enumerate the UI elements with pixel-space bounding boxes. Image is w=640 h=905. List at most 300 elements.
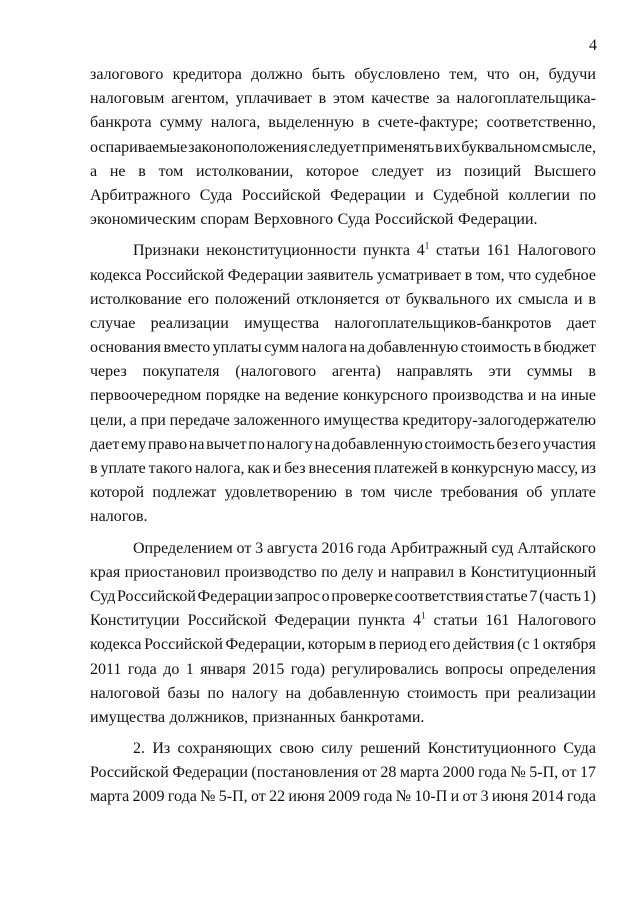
word: марта xyxy=(399,764,440,782)
word: ему xyxy=(121,435,147,453)
word: в xyxy=(345,484,353,502)
text-line xyxy=(90,184,596,208)
page-number: 4 xyxy=(589,37,597,54)
text-line xyxy=(90,433,596,457)
word: по xyxy=(207,684,224,702)
word: пункта xyxy=(358,612,406,630)
word: цели, xyxy=(90,411,127,429)
word: дает xyxy=(566,314,596,332)
text-line xyxy=(90,505,596,529)
word: том xyxy=(158,162,184,180)
word: 2009 xyxy=(328,788,361,806)
word: должно xyxy=(251,66,303,83)
word: через xyxy=(90,363,127,381)
word: законоположения xyxy=(188,138,308,156)
word: эти xyxy=(488,363,511,381)
word: что xyxy=(486,66,510,83)
word: (с xyxy=(517,636,530,654)
document-body xyxy=(90,63,596,810)
word: ведение xyxy=(284,387,339,405)
word: буквального xyxy=(405,290,490,308)
word: № xyxy=(510,764,526,782)
word: усматривает xyxy=(376,266,462,284)
word: будучи xyxy=(548,66,596,83)
word: и xyxy=(415,186,424,204)
word: позиций xyxy=(463,162,522,180)
word: вычет xyxy=(206,435,247,453)
word: агентом, xyxy=(171,90,229,108)
word: как xyxy=(247,460,270,477)
word: (часть xyxy=(539,587,581,605)
word: налогоплательщиков-банкротов xyxy=(334,314,552,332)
text-line xyxy=(90,136,596,160)
word: марта xyxy=(90,788,130,806)
word: 161 xyxy=(486,242,511,260)
word: края xyxy=(90,563,121,581)
text-line xyxy=(90,481,596,505)
superscript: 1 xyxy=(421,610,426,621)
word: порядке xyxy=(205,387,261,405)
word: Алтайского xyxy=(517,539,596,557)
word: Из xyxy=(152,740,171,758)
word: имущества xyxy=(90,708,166,726)
word: первоочередном xyxy=(90,387,202,405)
word: покупателя xyxy=(142,363,220,381)
word: том xyxy=(360,484,386,502)
word: 2. xyxy=(133,740,145,758)
word: его xyxy=(429,636,451,654)
word: массу, xyxy=(536,460,579,477)
word: подлежат xyxy=(152,484,217,502)
word: года xyxy=(357,539,387,557)
word: налоговым xyxy=(90,90,165,108)
text-line xyxy=(90,409,596,433)
word: и xyxy=(272,460,282,477)
word: 5-П, xyxy=(529,764,559,782)
word: вопросы xyxy=(444,660,504,678)
word: статье xyxy=(485,587,528,605)
word: Российской xyxy=(145,266,225,284)
word: 7 xyxy=(529,587,538,605)
word: на xyxy=(264,387,281,405)
word: положений xyxy=(214,290,291,308)
word: при xyxy=(140,411,166,429)
word: стоимость xyxy=(424,435,495,453)
word: от xyxy=(462,788,478,806)
word: числе xyxy=(393,484,433,502)
word: уплате xyxy=(550,484,596,502)
word-with-superscript xyxy=(413,609,426,633)
word: июня xyxy=(491,788,529,806)
text-line xyxy=(90,336,596,360)
word: в xyxy=(435,138,443,156)
text-line xyxy=(90,384,596,408)
word: 2015 xyxy=(252,660,285,678)
word: на xyxy=(285,684,302,702)
word: Арбитражный xyxy=(390,539,488,557)
word: 10-П xyxy=(414,788,448,806)
text-line xyxy=(90,561,596,585)
word: залогового xyxy=(90,66,164,83)
word: производство xyxy=(224,563,317,581)
word: должников, xyxy=(169,708,249,726)
word: имущества xyxy=(323,411,399,429)
word: 17 xyxy=(579,764,596,782)
word: в xyxy=(464,266,473,284)
word: Определением xyxy=(133,539,233,557)
word: Конституции xyxy=(90,612,180,630)
word: смысла xyxy=(517,290,569,308)
word: не xyxy=(109,162,126,180)
word: на xyxy=(349,339,366,357)
word: право xyxy=(147,435,188,453)
word: налоговой xyxy=(90,684,160,702)
word: 161 xyxy=(485,612,510,630)
word: добавленную xyxy=(331,435,423,453)
word: августа xyxy=(267,539,318,557)
word: на xyxy=(540,387,557,405)
word: в xyxy=(588,290,596,308)
word: (налогового xyxy=(235,363,317,381)
word: Федерации xyxy=(172,764,248,782)
word: следует xyxy=(371,162,424,180)
word: реализации xyxy=(517,684,596,702)
word: которым xyxy=(307,636,367,654)
word: и xyxy=(527,387,537,405)
word: без xyxy=(496,435,519,453)
word: Российской xyxy=(187,612,267,630)
word: направлять xyxy=(396,363,473,381)
word: этом xyxy=(333,90,365,108)
word: по xyxy=(321,563,338,581)
word: 2011 xyxy=(90,660,122,678)
word: года xyxy=(167,788,197,806)
word: Федерации xyxy=(227,266,304,284)
word: из xyxy=(436,162,452,180)
word: спорам xyxy=(200,211,250,229)
word: из xyxy=(581,460,596,477)
text-line xyxy=(90,737,596,761)
text-line xyxy=(90,208,596,232)
word: его xyxy=(519,435,542,453)
word: тем, xyxy=(449,66,478,83)
word: сумму xyxy=(159,114,203,132)
word: Федерации xyxy=(197,587,274,605)
word: 3 xyxy=(480,788,489,806)
word: Арбитражного xyxy=(90,186,191,204)
word: № xyxy=(395,788,412,806)
word: Суда xyxy=(199,186,233,204)
word: истолковании, xyxy=(195,162,294,180)
text-line xyxy=(90,706,596,730)
word: смысле, xyxy=(541,138,596,156)
word: года xyxy=(363,788,393,806)
word: при xyxy=(485,684,511,702)
word: 2016 xyxy=(321,539,354,557)
word: Конституционный xyxy=(470,563,596,581)
word: 28 xyxy=(380,764,397,782)
word: требования xyxy=(440,484,518,502)
word: в xyxy=(458,563,467,581)
text-line xyxy=(90,360,596,384)
word: случае xyxy=(90,314,136,332)
word: и xyxy=(450,788,460,806)
word: без xyxy=(284,460,306,477)
word: банкрота xyxy=(90,114,152,132)
text-line xyxy=(90,239,596,263)
word: октября xyxy=(542,636,596,654)
word: коллегии xyxy=(508,186,570,204)
word: решений xyxy=(360,740,421,758)
word: обусловлено xyxy=(354,66,440,83)
word: кредитору-залогодержателю xyxy=(402,411,596,429)
paragraph xyxy=(90,737,596,810)
word: от xyxy=(385,290,401,308)
word: Российской xyxy=(241,186,321,204)
word: направил xyxy=(390,563,455,581)
text-line xyxy=(90,312,596,336)
word: качестве xyxy=(371,90,430,108)
word: производства xyxy=(432,387,524,405)
word: в xyxy=(440,460,449,477)
word: судебное xyxy=(534,266,596,284)
word: стоимость xyxy=(407,684,478,702)
word: его xyxy=(187,290,209,308)
word: Федерации xyxy=(330,186,406,204)
superscript: 1 xyxy=(424,240,430,251)
word: дает xyxy=(90,435,120,453)
word: № xyxy=(200,788,216,806)
word: в xyxy=(533,339,542,357)
word: до xyxy=(163,660,180,678)
text-line xyxy=(90,111,596,135)
word: 4 xyxy=(416,242,425,260)
text-line xyxy=(90,761,596,785)
word: Суд xyxy=(90,587,116,605)
word: года) xyxy=(290,660,326,678)
word: том, xyxy=(476,266,505,284)
word: выделенную xyxy=(268,114,354,132)
text-line xyxy=(90,537,596,561)
word: их xyxy=(443,138,461,156)
text-line xyxy=(90,160,596,184)
word: и xyxy=(377,563,387,581)
word: истолкование xyxy=(90,290,182,308)
word: суммы xyxy=(526,363,573,381)
word: их xyxy=(495,290,513,308)
word: в xyxy=(362,114,370,132)
word: Российской xyxy=(144,636,223,654)
text-line xyxy=(90,585,596,609)
word: налогоплательщика- xyxy=(456,90,596,108)
word: кредитора xyxy=(172,66,242,83)
word: неконституционности xyxy=(206,242,357,260)
word: запрос xyxy=(274,587,321,605)
word: июня xyxy=(288,788,325,806)
word: статьи xyxy=(435,242,480,260)
word: силу xyxy=(321,740,353,758)
word: налога xyxy=(301,339,347,357)
word: о xyxy=(321,587,330,605)
word: года xyxy=(127,660,157,678)
text-line xyxy=(90,63,596,87)
text-line xyxy=(90,609,596,633)
word: статьи xyxy=(433,612,478,630)
word: конкурсную xyxy=(451,460,534,477)
word: оспариваемые xyxy=(90,138,188,156)
word: (постановления xyxy=(251,764,359,782)
word: что xyxy=(508,266,532,284)
word: 3 xyxy=(255,539,264,557)
word: кодекса xyxy=(90,266,142,284)
word: платежей xyxy=(373,460,438,477)
word: налогу xyxy=(266,435,313,453)
word: экономическим xyxy=(90,211,196,229)
word: налогов. xyxy=(90,508,148,526)
word: применять xyxy=(361,138,435,156)
word: буквальном xyxy=(461,138,541,156)
text-line xyxy=(90,457,596,481)
word: передаче xyxy=(169,411,230,429)
word: а xyxy=(90,162,98,180)
text-line xyxy=(90,264,596,288)
word: соответственно, xyxy=(486,114,596,132)
word: 1) xyxy=(582,587,596,605)
word: делу xyxy=(342,563,374,581)
word: Федерации. xyxy=(457,211,538,229)
word: сумм xyxy=(264,339,300,357)
word: признанных xyxy=(252,708,336,726)
word: от xyxy=(236,539,252,557)
word: которое xyxy=(306,162,359,180)
word: действия xyxy=(453,636,515,654)
word: бюджет xyxy=(543,339,596,357)
word: от xyxy=(362,764,377,782)
word: сохраняющих xyxy=(177,740,273,758)
word: в xyxy=(318,90,327,108)
word: проверке xyxy=(331,587,393,605)
word: кодекса xyxy=(90,636,142,654)
word: на xyxy=(188,435,205,453)
word: 2000 xyxy=(442,764,475,782)
word: Суда xyxy=(337,211,371,229)
word: которой xyxy=(90,484,145,502)
paragraph xyxy=(90,537,596,731)
word: 4 xyxy=(413,612,422,630)
word: вместо xyxy=(163,339,211,357)
word: Верховного xyxy=(253,211,334,229)
word: Российской xyxy=(90,764,169,782)
word: налога, xyxy=(194,460,245,477)
word: Федерации xyxy=(274,612,351,630)
word: года xyxy=(567,788,596,806)
word: Судебной xyxy=(433,186,499,204)
word: участия xyxy=(542,435,596,453)
word: Конституционного xyxy=(427,740,557,758)
word: счете-фактуре; xyxy=(377,114,479,132)
word: от xyxy=(561,764,577,782)
word: от xyxy=(250,788,266,806)
word: года xyxy=(478,764,508,782)
word: добавленную xyxy=(308,684,400,702)
word: конкурсного xyxy=(343,387,428,405)
word: свою xyxy=(279,740,314,758)
word: по xyxy=(248,435,265,453)
word: базы xyxy=(167,684,200,702)
word: налога, xyxy=(210,114,261,132)
word: 1 xyxy=(532,636,541,654)
word: в xyxy=(368,636,377,654)
word: определения xyxy=(509,660,596,678)
paragraph xyxy=(90,239,596,529)
word: а xyxy=(129,411,138,429)
word: по xyxy=(579,186,596,204)
paragraph xyxy=(90,63,596,232)
word: приостановил xyxy=(124,563,221,581)
word: соответствия xyxy=(394,587,484,605)
word: Налогового xyxy=(517,612,596,630)
word: имущества xyxy=(244,314,320,332)
word: удовлетворению xyxy=(224,484,337,502)
word: период xyxy=(378,636,427,654)
word: об xyxy=(526,484,543,502)
word: пункта xyxy=(362,242,410,260)
word: добавленную xyxy=(367,339,459,357)
word: Федерации, xyxy=(225,636,306,654)
text-line xyxy=(90,288,596,312)
word: 2014 xyxy=(531,788,564,806)
word: агента) xyxy=(332,363,381,381)
word: заложенного xyxy=(233,411,320,429)
word: в xyxy=(588,363,596,381)
word: уплате xyxy=(100,460,146,477)
word: реализации xyxy=(150,314,229,332)
word: такого xyxy=(148,460,193,477)
word: банкротами. xyxy=(340,708,425,726)
word: регулировались xyxy=(331,660,439,678)
word: стоимость xyxy=(460,339,532,357)
text-line xyxy=(90,682,596,706)
word: суд xyxy=(491,539,514,557)
word: основания xyxy=(90,339,161,357)
word: за xyxy=(436,90,450,108)
text-line xyxy=(90,658,596,682)
word: Суда xyxy=(563,740,596,758)
word-with-superscript xyxy=(417,239,430,263)
word: заявитель xyxy=(307,266,374,284)
word: 2009 xyxy=(132,788,165,806)
word: в xyxy=(138,162,146,180)
word: иные xyxy=(560,387,596,405)
word: налогу xyxy=(231,684,278,702)
text-line xyxy=(90,785,596,809)
word: он, xyxy=(518,66,540,83)
word: внесения xyxy=(308,460,372,477)
word: следует xyxy=(308,138,361,156)
word: января xyxy=(200,660,246,678)
word: Налогового xyxy=(517,242,596,260)
word: уплаты xyxy=(212,339,262,357)
word: Признаки xyxy=(133,242,200,260)
word: в xyxy=(90,460,98,477)
text-line xyxy=(90,87,596,111)
text-line xyxy=(90,633,596,657)
word: Высшего xyxy=(533,162,596,180)
word: быть xyxy=(311,66,346,83)
word: отклоняется xyxy=(296,290,380,308)
word: 1 xyxy=(185,660,194,678)
word: на xyxy=(314,435,331,453)
